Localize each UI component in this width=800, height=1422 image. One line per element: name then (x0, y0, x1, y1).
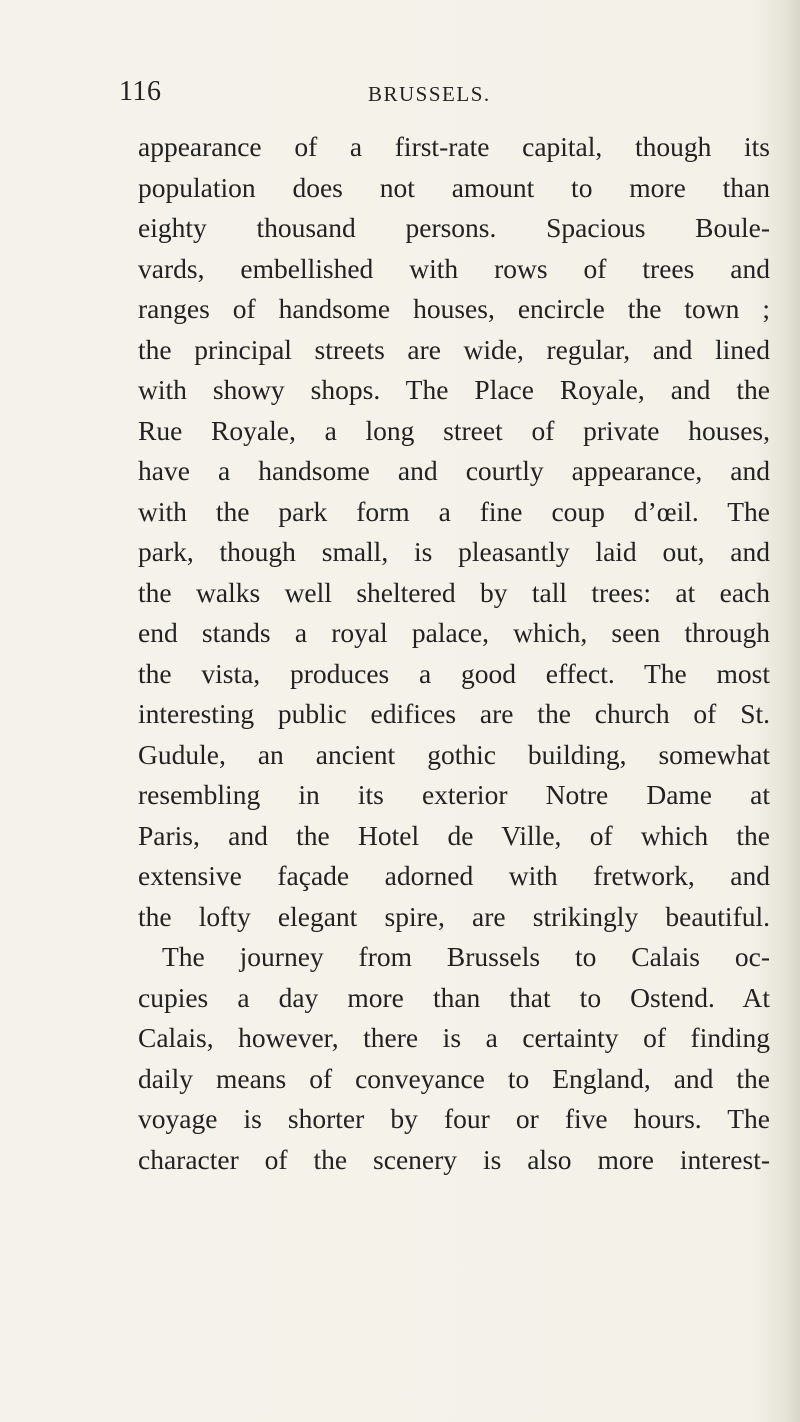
text-line: interesting public edifices are the church of St. (138, 698, 770, 729)
text-line: the principal streets are wide, regular, and lined (138, 333, 770, 365)
text-line: end stands a royal palace, which, seen through (138, 617, 770, 648)
body-text (138, 127, 770, 1180)
page-number: 116 (119, 76, 162, 107)
text-line: ranges of handsome houses, encircle the town ; (138, 293, 770, 324)
text-line: population does not amount to more than (138, 171, 770, 203)
text-line: resembling in its exterior Notre Dame at (138, 779, 770, 810)
text-line: vards, embellished with rows of trees and (138, 252, 770, 284)
text-line: character of the scenery is also more interest- (138, 1143, 770, 1175)
text-line: appearance of a first-rate capital, though its (138, 131, 770, 162)
text-line: with the park form a fine coup d’œil. The (138, 495, 770, 527)
text-line: Paris, and the Hotel de Ville, of which the (138, 819, 770, 851)
text-line: eighty thousand persons. Spacious Boule- (138, 212, 770, 243)
text-line: with showy shops. The Place Royale, and the (138, 374, 770, 405)
text-line: have a handsome and courtly appearance, and (138, 455, 770, 486)
text-line: cupies a day more than that to Ostend. At (138, 981, 770, 1013)
text-line: extensive façade adorned with fretwork, and (138, 860, 770, 891)
text-line: the lofty elegant spire, are strikingly beautiful. (138, 900, 770, 932)
text-line: the walks well sheltered by tall trees: at each (138, 576, 770, 608)
text-line: Calais, however, there is a certainty of finding (138, 1022, 770, 1053)
text-line: the vista, produces a good effect. The most (138, 657, 770, 689)
text-line: daily means of conveyance to England, and the (138, 1062, 770, 1094)
text-line: Gudule, an ancient gothic building, somewhat (138, 738, 770, 770)
running-title: BRUSSELS. (368, 82, 491, 106)
text-line: voyage is shorter by four or five hours. The (138, 1103, 770, 1134)
text-line: Rue Royale, a long street of private houses, (138, 414, 770, 446)
paragraph-start-line: The journey from Brussels to Calais oc- (162, 941, 770, 972)
text-line: park, though small, is pleasantly laid out, and (138, 536, 770, 567)
